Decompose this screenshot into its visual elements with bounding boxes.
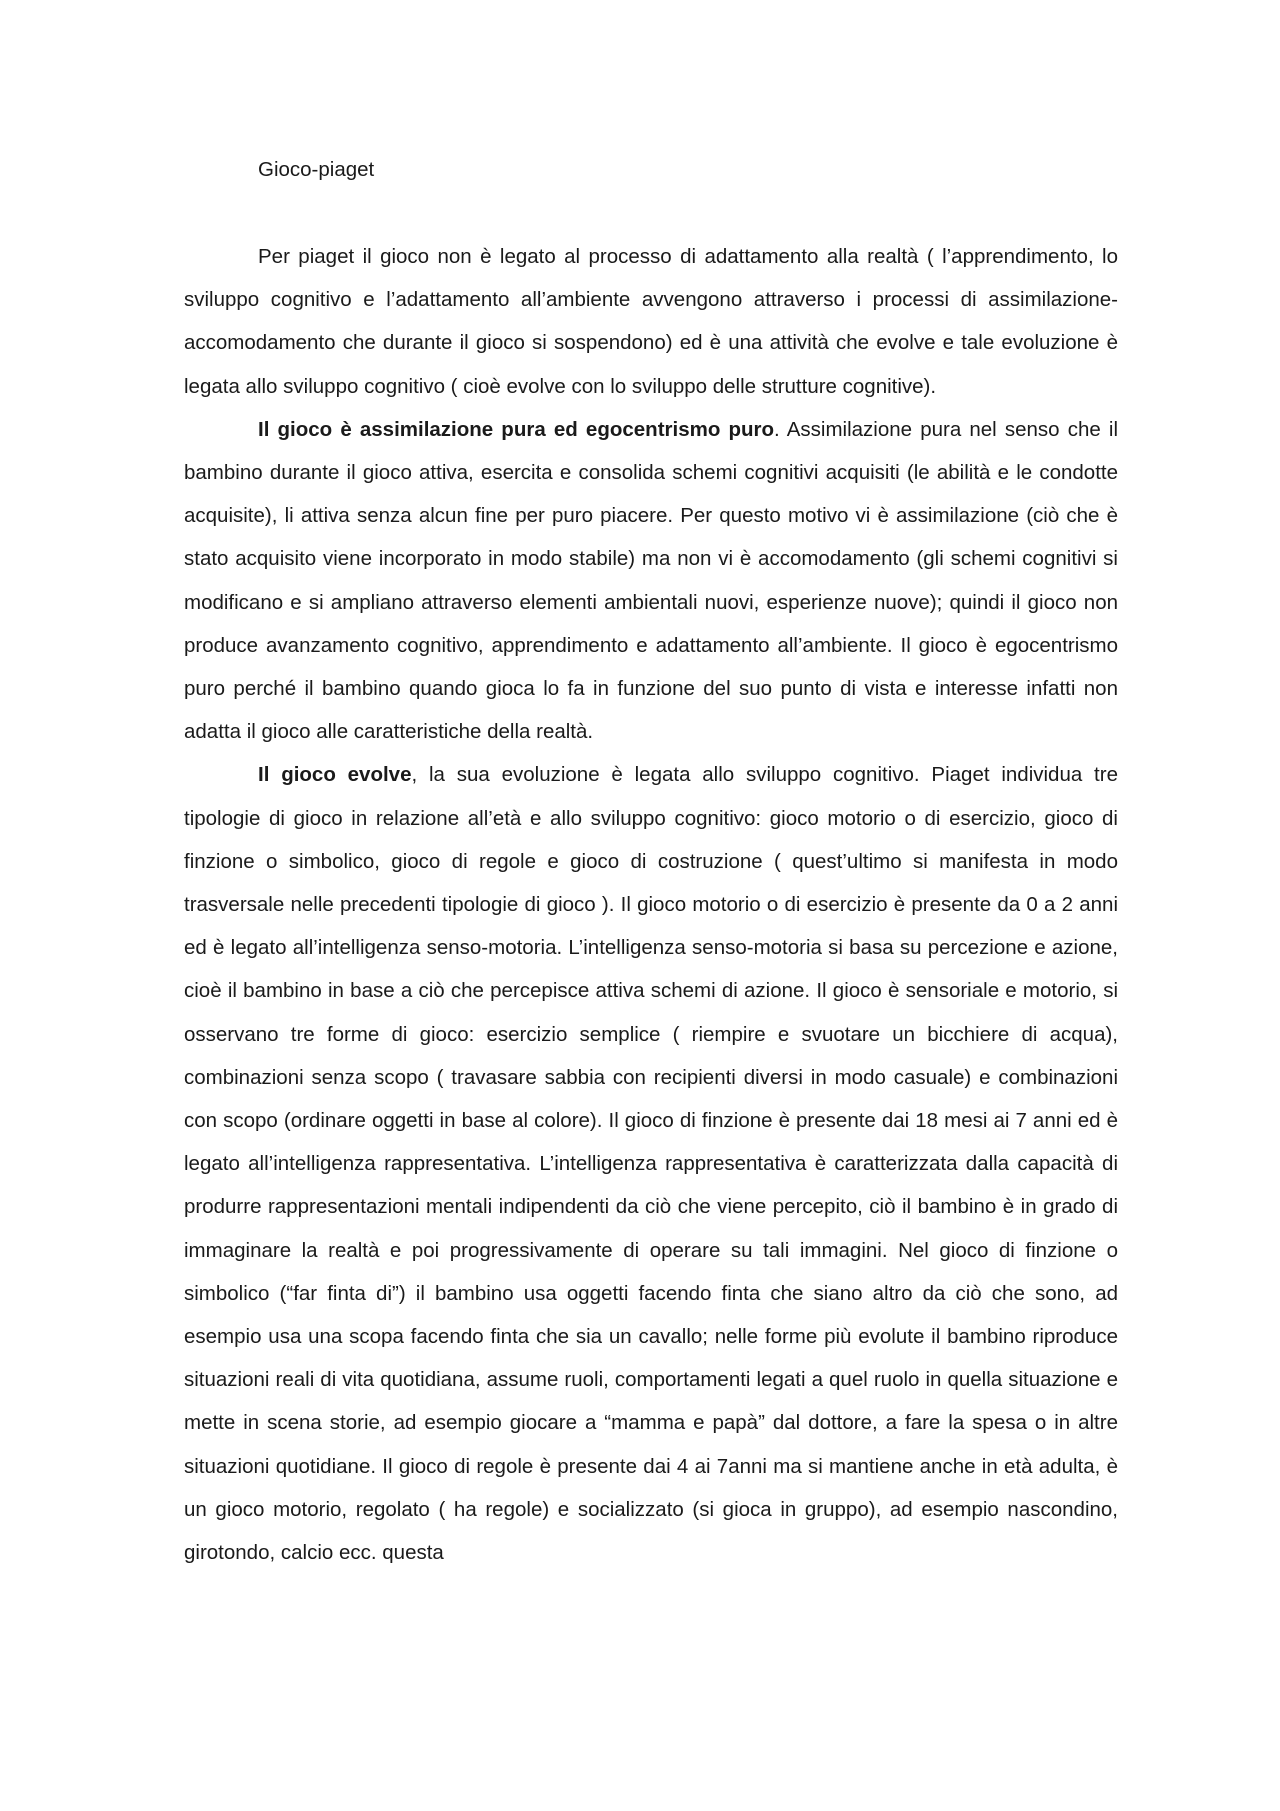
paragraph-intro bbox=[184, 235, 1118, 408]
paragraph-assimilazione-text: . Assimilazione pura nel senso che il bambino durante il gioco attiva, esercita e consolida schemi cognitivi acquisiti (le abilità e le condotte acquisite), li attiva senza alcun fine per puro piacere. Per questo motivo vi è assimilazione (ciò che è stato acquisito viene incorporato in modo stabile) ma non vi è accomodamento (gli schemi cognitivi si modificano e si ampliano attraverso elementi ambientali nuovi, esperienze nuove); quindi il gioco non produce avanzamento cognitivo, apprendimento e adattamento all’ambiente. Il gioco è egocentrismo puro perché il bambino quando gioca lo fa in funzione del suo punto di vista e interesse infatti non adatta il gioco alle caratteristiche della realtà. bbox=[184, 417, 1119, 744]
document-body bbox=[184, 148, 1118, 1574]
paragraph-evoluzione-heading: Il gioco evolve bbox=[258, 763, 412, 787]
paragraph-assimilazione bbox=[184, 408, 1118, 754]
document-title: Gioco-piaget bbox=[258, 158, 375, 181]
paragraph-intro-text: Per piaget il gioco non è legato al processo di adattamento alla realtà ( l’apprendimento, lo sviluppo cognitivo e l’adattamento all’ambiente avvengono attraverso i processi di assimilazione- accomodamento che durante il gioco si sospendono) ed è una attività che evolve e tale evoluzione è legata allo sviluppo cognitivo ( cioè evolve con lo sviluppo delle strutture cognitive). bbox=[184, 245, 1118, 398]
paragraph-assimilazione-heading: Il gioco è assimilazione pura ed egocentrismo puro bbox=[258, 417, 775, 441]
paragraph-evoluzione-text: , la sua evoluzione è legata allo sviluppo cognitivo. Piaget individua tre tipologie di gioco in relazione all’età e allo sviluppo cognitivo: gioco motorio o di esercizio, gioco di finzione o simbolico, gioco di regole e gioco di costruzione ( quest’ultimo si manifesta in modo trasversale nelle precedenti tipologie di gioco ). Il gioco motorio o di esercizio è presente da 0 a 2 anni ed è legato all’intelligenza senso-motoria. L’intelligenza senso-motoria si basa su percezione e azione, cioè il bambino in base a ciò che percepisce attiva schemi di azione. Il gioco è sensoriale e motorio, si osservano tre forme di gioco: esercizio semplice ( riempire e svuotare un bicchiere di acqua), combinazioni senza scopo ( travasare sabbia con recipienti diversi in modo casuale) e combinazioni con scopo (ordinare oggetti in base al colore). Il gioco di finzione è presente dai 18 mesi ai 7 anni ed è legato all’intelligenza rappresentativa. L’intelligenza rappresentativa è caratterizzata dalla capacità di produrre rappresentazioni mentali indipendenti da ciò che viene percepito, ciò il bambino è in grado di immaginare la realtà e poi progressivamente di operare su tali immagini. Nel gioco di finzione o simbolico (“far finta di”) il bambino usa oggetti facendo finta che siano altro da ciò che sono, ad esempio usa una scopa facendo finta che sia un cavallo; nelle forme più evolute il bambino riproduce situazioni reali di vita quotidiana, assume ruoli, comportamenti legati a quel ruolo in quella situazione e mette in scena storie, ad esempio giocare a “mamma e papà” dal dottore, a fare la spesa o in altre situazioni quotidiane. Il gioco di regole è presente dai 4 ai 7anni ma si mantiene anche in età adulta, è un gioco motorio, regolato ( ha regole) e socializzato (si gioca in gruppo), ad esempio nascondino, girotondo, calcio ecc. questa bbox=[184, 763, 1118, 1565]
paragraph-evoluzione bbox=[184, 753, 1118, 1574]
